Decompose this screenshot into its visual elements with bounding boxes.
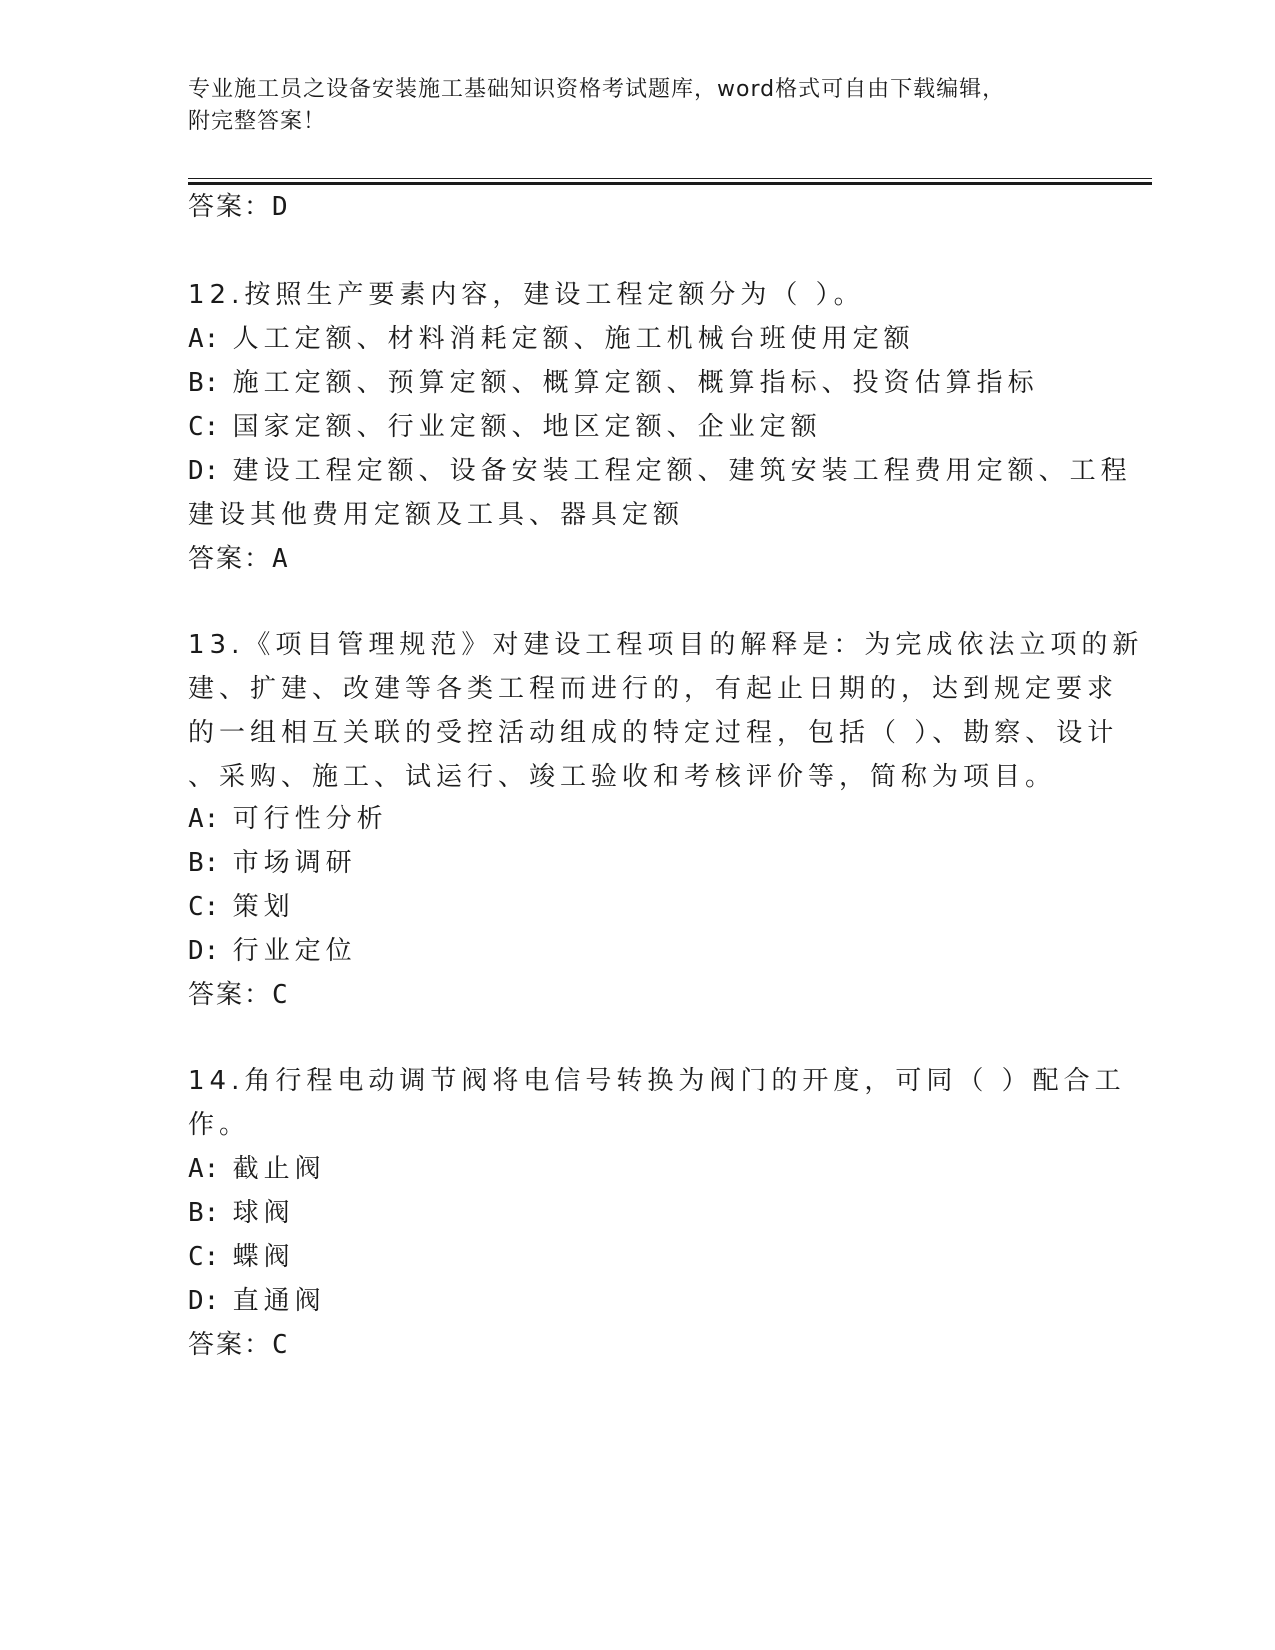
option-key: A: [188, 1154, 220, 1184]
question-14-answer [188, 1324, 288, 1361]
option-text: 市场调研 [232, 848, 357, 878]
question-14-stem-line-2: 作。 [188, 1110, 251, 1140]
option-text: 可行性分析 [232, 804, 388, 834]
option-key: A: [188, 324, 220, 354]
question-14-stem-line-1: 14.角行程电动调节阀将电信号转换为阀门的开度，可同（ ）配合工 [188, 1066, 1126, 1096]
answer-label: 答案： [188, 544, 273, 574]
option-key: B: [188, 368, 220, 398]
answer-label: 答案： [188, 980, 273, 1010]
question-12-option-c [188, 406, 822, 443]
question-14-option-c [188, 1236, 295, 1273]
option-key: D: [188, 936, 220, 966]
option-key: C: [188, 412, 220, 442]
header-divider-thick [188, 182, 1152, 185]
question-13-stem-line-4: 、采购、施工、试运行、竣工验收和考核评价等，简称为项目。 [188, 762, 1057, 792]
option-text: 策划 [232, 892, 295, 922]
question-14-option-b [188, 1192, 295, 1229]
question-13-option-d [188, 930, 357, 967]
option-key: A: [188, 804, 220, 834]
option-text: 建设工程定额、设备安装工程定额、建筑安装工程费用定额、工程 [232, 456, 1132, 486]
option-key: C: [188, 892, 220, 922]
header-line-1: 专业施工员之设备安装施工基础知识资格考试题库，word格式可自由下载编辑， [188, 77, 1006, 102]
header-divider-thin [188, 178, 1152, 179]
question-13-option-a [188, 798, 388, 835]
question-13-answer [188, 974, 288, 1011]
answer-value: A [272, 544, 288, 574]
prev-answer [188, 186, 288, 223]
option-text: 球阀 [232, 1198, 295, 1228]
question-12-stem: 12.按照生产要素内容，建设工程定额分为（ ）。 [188, 280, 865, 310]
option-text: 施工定额、预算定额、概算定额、概算指标、投资估算指标 [232, 368, 1039, 398]
option-text: 国家定额、行业定额、地区定额、企业定额 [232, 412, 822, 442]
answer-label: 答案： [188, 1330, 273, 1360]
document-header [188, 74, 1068, 138]
answer-value: C [272, 980, 288, 1010]
answer-value: D [272, 192, 288, 222]
question-14-option-a [188, 1148, 326, 1185]
question-12-answer [188, 538, 288, 575]
question-13-stem-line-2: 建、扩建、改建等各类工程而进行的，有起止日期的，达到规定要求 [188, 674, 1119, 704]
option-key: D: [188, 456, 220, 486]
question-12-option-b [188, 362, 1039, 399]
question-13-stem-line-1: 13.《项目管理规范》对建设工程项目的解释是：为完成依法立项的新 [188, 630, 1144, 660]
question-13-option-c [188, 886, 295, 923]
option-key: D: [188, 1286, 220, 1316]
question-12-option-a [188, 318, 915, 355]
option-key: B: [188, 1198, 220, 1228]
option-text: 行业定位 [232, 936, 357, 966]
option-text: 人工定额、材料消耗定额、施工机械台班使用定额 [232, 324, 915, 354]
option-text: 直通阀 [232, 1286, 326, 1316]
answer-label: 答案： [188, 192, 273, 222]
question-14-option-d [188, 1280, 326, 1317]
option-text: 蝶阀 [232, 1242, 295, 1272]
header-line-2: 附完整答案！ [188, 109, 327, 134]
question-13-option-b [188, 842, 357, 879]
answer-value: C [272, 1330, 288, 1360]
question-12-option-d [188, 450, 1132, 487]
option-text: 截止阀 [232, 1154, 326, 1184]
option-key: C: [188, 1242, 220, 1272]
option-key: B: [188, 848, 220, 878]
question-13-stem-line-3: 的一组相互关联的受控活动组成的特定过程，包括（ ）、勘察、设计 [188, 718, 1119, 748]
question-12-option-d-continued: 建设其他费用定额及工具、器具定额 [188, 500, 685, 530]
